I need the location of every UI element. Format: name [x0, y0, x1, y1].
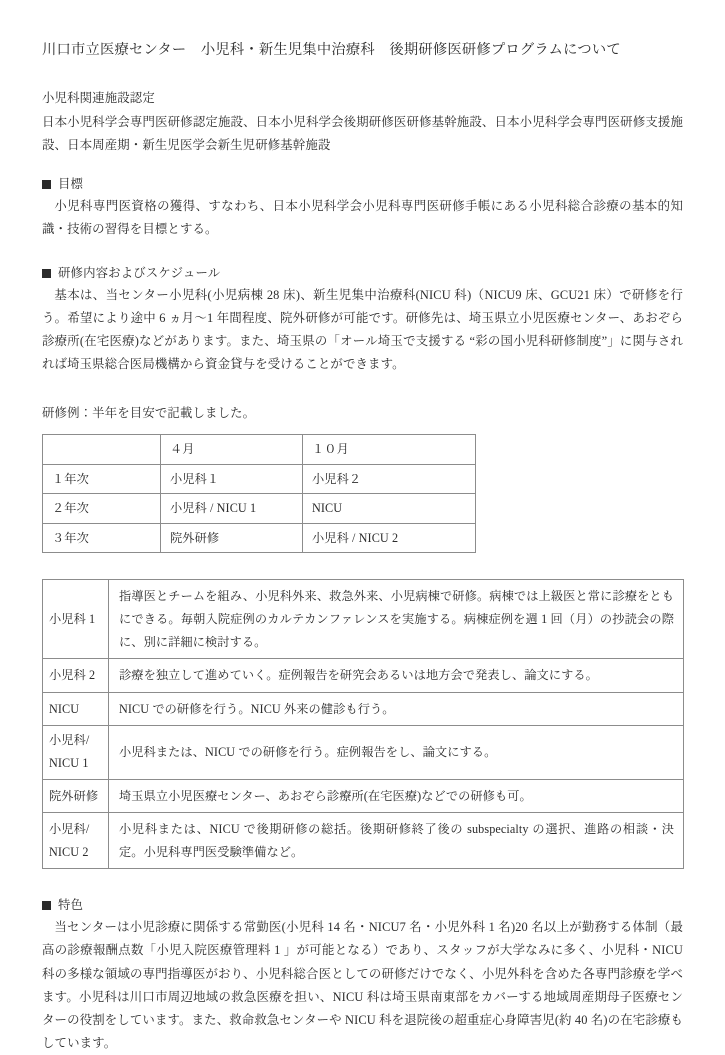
- rotation-description: 診療を独立して進めていく。症例報告を研究会あるいは地方会で発表し、論文にする。: [109, 659, 684, 693]
- table-row: [43, 813, 684, 869]
- spacer: [42, 869, 683, 895]
- rotation-label: [43, 726, 109, 779]
- table-row: [43, 464, 476, 494]
- rotation-description: 指導医とチームを組み、小児科外来、救急外来、小児病棟で研修。病棟では上級医と常に診療をともにできる。毎朝入院症例のカルテカンファレンスを実施する。病棟症例を週 1 回（月）の抄読会の際に、別に詳細に検討する。: [109, 580, 684, 659]
- schedule-table: [42, 434, 476, 553]
- spacer: [42, 425, 683, 434]
- schedule-april: 小児科１: [161, 464, 303, 494]
- document-title: 川口市立医療センター 小児科・新生児集中治療科 後期研修医研修プログラムについて: [42, 42, 621, 58]
- table-row: [43, 659, 684, 693]
- curriculum-body: 基本は、当センター小児科(小児病棟 28 床)、新生児集中治療科(NICU 科)（NICU9 床、GCU21 床）で研修を行う。希望により途中 6 ヵ月～1 年間程度、院外研修が可能です。研修先は、埼玉県立小児医療センター、あおぞら診療所(在宅医療)などがあります。また、埼玉県の「オール埼玉で支援する “彩の国小児科研修制度”」に関与されれば埼玉県総合医局機構から資金貸与を受けることができます。: [42, 287, 683, 372]
- schedule-header-april: ４月: [161, 435, 303, 465]
- rotation-label-line2: NICU 2: [49, 844, 89, 859]
- spacer: [42, 157, 683, 174]
- accreditation-body: 日本小児科学会専門医研修認定施設、日本小児科学会後期研修医研修基幹施設、日本小児科学会専門医研修支援施設、日本周産期・新生児医学会新生児研修基幹施設: [42, 114, 683, 152]
- goal-body: 小児科専門医資格の獲得、すなわち、日本小児科学会小児科専門医研修手帳にある小児科総合診療の基本的知識・技術の習得を目標とする。: [42, 198, 683, 236]
- rotation-label: 小児科 2: [43, 659, 109, 693]
- rotation-detail-table: [42, 579, 684, 869]
- rotation-description: 小児科または、NICU での研修を行う。症例報告をし、論文にする。: [109, 726, 684, 779]
- goal-heading-label: 目標: [58, 176, 84, 191]
- rotation-description: 埼玉県立小児医療センター、あおぞら診療所(在宅医療)などでの研修も可。: [109, 779, 684, 813]
- spacer: [42, 376, 683, 402]
- rotation-label-line1: 小児科/: [49, 733, 90, 748]
- schedule-year: １年次: [43, 464, 161, 494]
- features-heading-label: 特色: [58, 898, 84, 913]
- schedule-october: NICU: [303, 494, 476, 524]
- table-row: [43, 779, 684, 813]
- features-section-heading: [42, 895, 683, 916]
- table-row: [43, 494, 476, 524]
- table-row: [43, 580, 684, 659]
- schedule-caption: 研修例：半年を目安で記載しました。: [42, 406, 256, 421]
- rotation-label: NICU: [43, 692, 109, 726]
- curriculum-heading-label: 研修内容およびスケジュール: [58, 265, 221, 280]
- table-row: [43, 726, 684, 779]
- table-header-row: [43, 435, 476, 465]
- schedule-october: 小児科２: [303, 464, 476, 494]
- rotation-description: 小児科または、NICU で後期研修の総括。後期研修終了後の subspecialty の選択、進路の相談・決定。小児科専門医受験準備など。: [109, 813, 684, 869]
- curriculum-section-heading: [42, 263, 683, 284]
- goal-section-heading: [42, 174, 683, 195]
- rotation-label: 小児科 1: [43, 580, 109, 659]
- features-body: 当センターは小児診療に関係する常勤医(小児科 14 名・NICU7 名・小児外科 1 名)20 名以上が勤務する体制（最高の診療報酬点数「小児入院医療管理料 1 」が可能となる）であり、スタッフが大学なみに多く、小児科・NICU 科の多様な領域の専門指導医がおり、小児科総合医としての研修だけでなく、小児外科を含めた各専門診療を学べます。小児科は川口市周辺地域の救急医療を担い、NICU 科は埼玉県南東部をカバーする地域周産期母子医療センターの役割をしています。また、救命救急センターや NICU 科を退院後の超重症心身障害児(約 40 名)の在宅診療もしています。: [42, 920, 683, 1050]
- spacer: [42, 553, 683, 579]
- rotation-description: NICU での研修を行う。NICU 外来の健診も行う。: [109, 692, 684, 726]
- rotation-label: [43, 813, 109, 869]
- square-bullet-icon: [42, 901, 51, 910]
- rotation-label-line1: 小児科/: [49, 821, 90, 836]
- square-bullet-icon: [42, 180, 51, 189]
- schedule-october: 小児科 / NICU 2: [303, 523, 476, 553]
- accreditation-heading: 小児科関連施設認定: [42, 91, 155, 106]
- schedule-year: ２年次: [43, 494, 161, 524]
- square-bullet-icon: [42, 269, 51, 278]
- schedule-year: ３年次: [43, 523, 161, 553]
- schedule-april: 院外研修: [161, 523, 303, 553]
- schedule-april: 小児科 / NICU 1: [161, 494, 303, 524]
- schedule-header-blank: [43, 435, 161, 465]
- rotation-label-line2: NICU 1: [49, 756, 89, 771]
- table-row: [43, 523, 476, 553]
- table-row: [43, 692, 684, 726]
- rotation-label: 院外研修: [43, 779, 109, 813]
- spacer: [42, 241, 683, 263]
- schedule-header-october: １０月: [303, 435, 476, 465]
